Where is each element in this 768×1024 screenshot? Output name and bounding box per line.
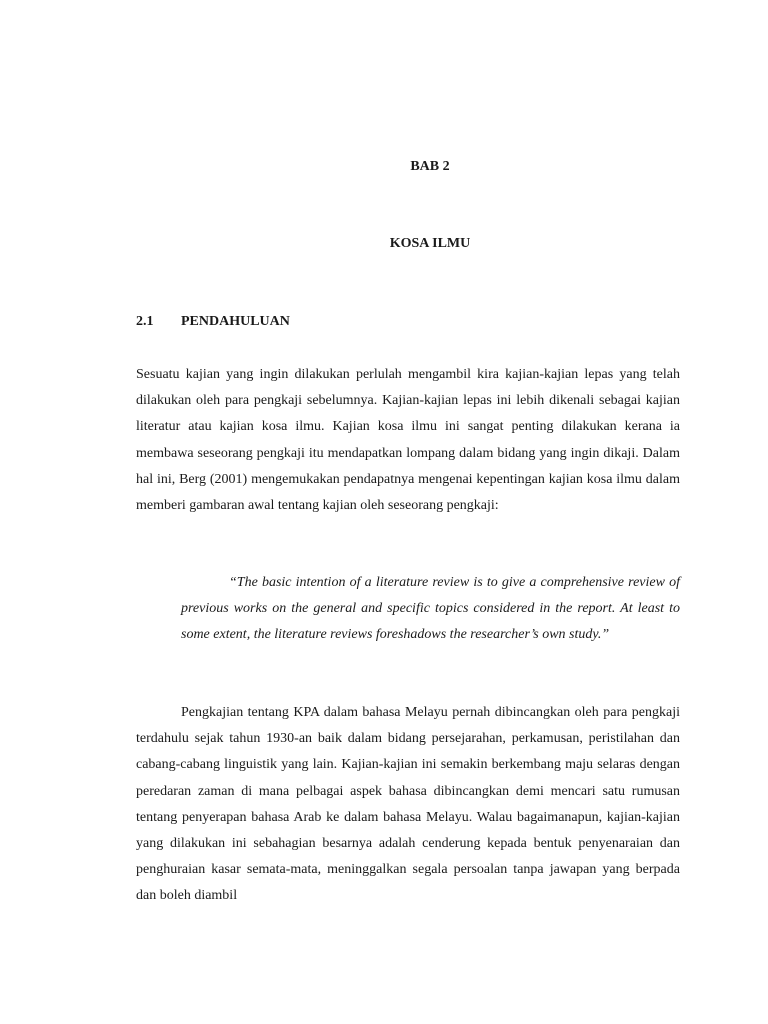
chapter-label: BAB 2 (410, 159, 450, 174)
body-paragraph: Pengkajian tentang KPA dalam bahasa Melayu pernah dibincangkan oleh para pengkaji terdahulu sejak tahun 1930-an baik dalam bidang persejarahan, perkamusan, peristilahan dan cabang-cabang linguistik yang lain. Kajian-kajian ini semakin berkembang maju selaras dengan peredaran zaman di mana pelbagai aspek bahasa dibincangkan demi mencari satu rumusan tentang penyerapan bahasa Arab ke dalam bahasa Melayu. Walau bagaimanapun, kajian-kajian yang dilakukan ini sebahagian besarnya adalah cenderung kepada bentuk penyenaraian dan penghuraian kasar semata-mata, meninggalkan segala persoalan tanpa jawapan yang berpada dan boleh diambil (136, 705, 680, 904)
section-number: 2.1 (136, 314, 154, 329)
section-heading (136, 314, 290, 330)
block-quote: “The basic intention of a literature review is to give a comprehensive review of previous works on the general and specific topics considered in the report. At least to some extent, the literature reviews foreshadows the researcher’s own study.” (181, 575, 680, 643)
intro-paragraph: Sesuatu kajian yang ingin dilakukan perlulah mengambil kira kajian-kajian lepas yang telah dilakukan oleh para pengkaji sebelumnya. Kajian-kajian lepas ini lebih dikenali sebagai kajian literatur atau kajian kosa ilmu. Kajian kosa ilmu ini sangat penting dilakukan kerana ia membawa seseorang pengkaji itu mendapatkan lompang dalam bidang yang ingin dikaji. Dalam hal ini, Berg (2001) mengemukakan pendapatnya mengenai kepentingan kajian kosa ilmu dalam memberi gambaran awal tentang kajian oleh seseorang pengkaji: (136, 367, 680, 514)
section-title: PENDAHULUAN (181, 314, 290, 329)
chapter-title: KOSA ILMU (389, 236, 471, 251)
